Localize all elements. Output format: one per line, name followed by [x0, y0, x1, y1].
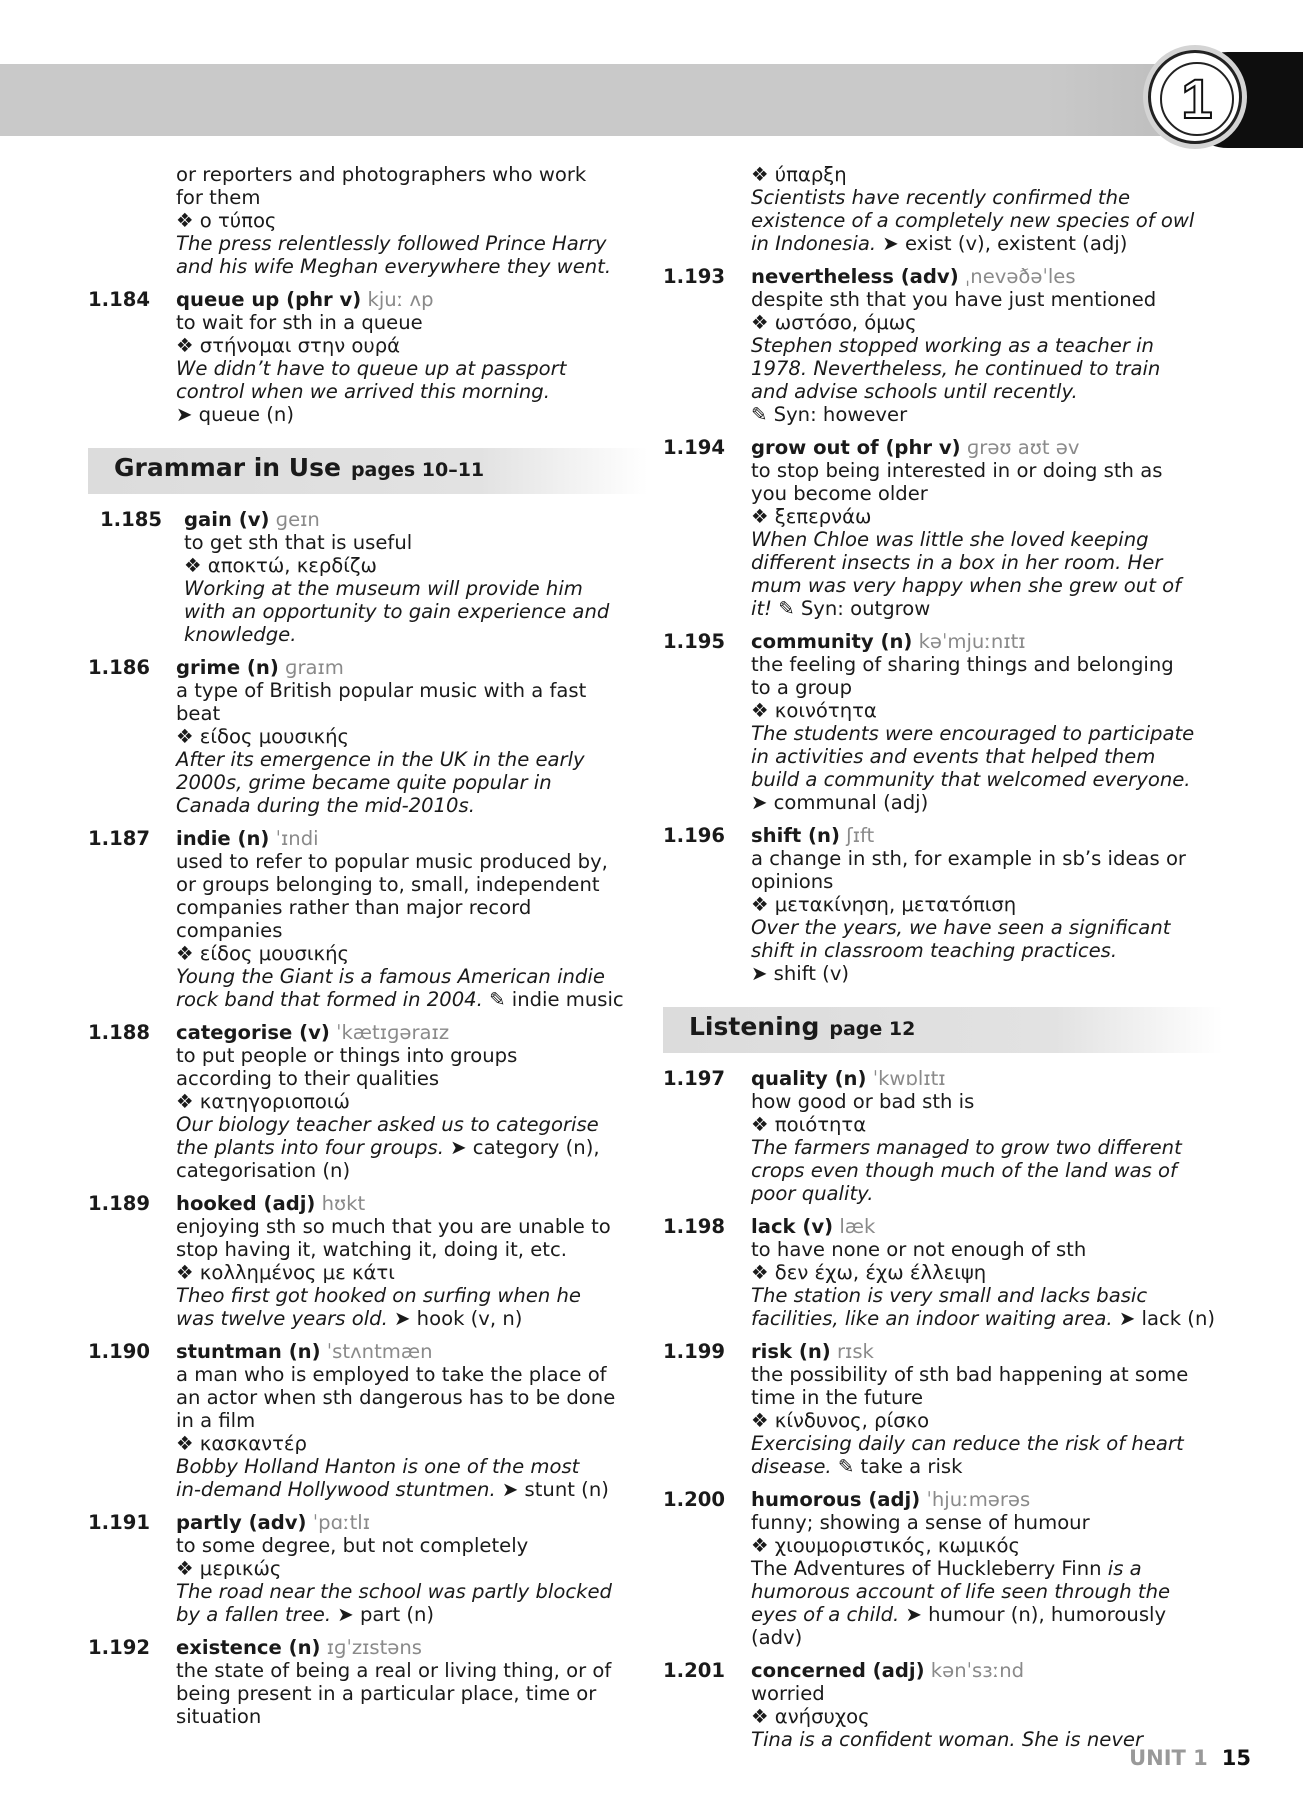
section-pages: page 12 — [829, 1018, 916, 1040]
section-pages: pages 10–11 — [350, 459, 485, 481]
entry-1-199: 1.199 risk (n) rɪsk the possibility of sth bad happening at some time in the future ❖ κίνδυνος, ρίσκο Exercising daily can reduce the risk of heart disease. ✎ take a risk — [663, 1340, 1189, 1478]
continued-entry: or reporters and photographers who work for them ❖ ο τύπος The press relentlessly followed Prince Harry and his wife Meghan everywhere they went. — [176, 163, 612, 278]
right-column — [663, 163, 1223, 1761]
entry-1-193: 1.193 nevertheless (adv) ˌnevəðəˈles despite sth that you have just mentioned ❖ ωστόσο, όμως Stephen stopped working as a teacher in 1978. Nevertheless, he continued to train and advise schools until recently. ✎ Syn: however — [663, 265, 1161, 426]
section-heading-listening — [663, 1007, 1223, 1053]
page-number: 15 — [1221, 1746, 1251, 1770]
page-footer — [1129, 1746, 1251, 1770]
entry-1-186: 1.186 grime (n) ɡraɪm a type of British popular music with a fast beat ❖ είδος μουσικής After its emergence in the UK in the early 2000s, grime became quite popular in Canada during the mid-2010s. — [88, 656, 587, 817]
entry-1-201: 1.201 concerned (adj) kənˈsɜːnd worried ❖ ανήσυχος Tina is a confident woman. She is never — [663, 1659, 1144, 1751]
entry-1-195: 1.195 community (n) kəˈmjuːnɪtɪ the feeling of sharing things and belonging to a group ❖ κοινότητα The students were encouraged to participate in activities and events that helped them build a community that welcomed everyone. ➤ communal (adj) — [663, 630, 1195, 814]
entry-1-185: 1.185 gain (v) ɡeɪn to get sth that is useful ❖ αποκτώ, κερδίζω Working at the museum will provide him with an opportunity to gain experience and knowledge. — [100, 508, 610, 646]
entry-1-187: 1.187 indie (n) ˈɪndi used to refer to popular music produced by, or groups belonging to, small, independent companies rather than major record companies ❖ είδος μουσικής Young the Giant is a famous American indie rock band that formed in 2004. ✎ indie music — [88, 827, 624, 1011]
entry-1-192: 1.192 existence (n) ɪɡˈzɪstəns the state of being a real or living thing, or of being present in a particular place, time or situation — [88, 1636, 612, 1728]
entry-1-191: 1.191 partly (adv) ˈpɑːtlɪ to some degree, but not completely ❖ μερικώς The road near the school was partly blocked by a fallen tree. ➤ part (n) — [88, 1511, 612, 1626]
unit-badge: 1 — [1160, 62, 1234, 136]
entry-1-188: 1.188 categorise (v) ˈkætɪɡəraɪz to put people or things into groups according to their qualities ❖ κατηγοριοποιώ Our biology teacher asked us to categorise the plants into four groups. ➤ category (n), categorisation (n) — [88, 1021, 600, 1182]
section-title: Listening — [689, 1012, 820, 1041]
footer-unit: UNIT 1 — [1129, 1746, 1208, 1770]
left-column — [88, 163, 648, 1738]
entry-1-197: 1.197 quality (n) ˈkwɒlɪtɪ how good or bad sth is ❖ ποιότητα The farmers managed to grow two different crops even though much of the land was of poor quality. — [663, 1067, 1182, 1205]
entry-1-196: 1.196 shift (n) ʃɪft a change in sth, for example in sb’s ideas or opinions ❖ μετακίνηση, μετατόπιση Over the years, we have seen a significant shift in classroom teaching practices. ➤ shift (v) — [663, 824, 1186, 985]
continued-entry: ❖ ύπαρξη Scientists have recently confirmed the existence of a completely new species of owl in Indonesia. ➤ exist (v), existent (adj) — [751, 163, 1195, 255]
entry-1-190: 1.190 stuntman (n) ˈstʌntmæn a man who is employed to take the place of an actor when sth dangerous has to be done in a film ❖ κασκαντέρ Bobby Holland Hanton is one of the most in-demand Hollywood stuntmen. ➤ stunt (n) — [88, 1340, 616, 1501]
entry-1-200: 1.200 humorous (adj) ˈhjuːmərəs funny; showing a sense of humour ❖ χιουμοριστικός, κωμικός The Adventures of Huckleberry Finn is a humorous account of life seen through the eyes of a child. ➤ humour (n), humorously (adv) — [663, 1488, 1171, 1649]
section-title: Grammar in Use — [114, 453, 341, 482]
entry-1-198: 1.198 lack (v) læk to have none or not enough of sth ❖ δεν έχω, έχω έλλειψη The station is very small and lacks basic facilities, like an indoor waiting area. ➤ lack (n) — [663, 1215, 1216, 1330]
entry-1-189: 1.189 hooked (adj) hʊkt enjoying sth so much that you are unable to stop having it, watching it, doing it, etc. ❖ κολλημένος με κάτι Theo first got hooked on surfing when he was twelve years old. ➤ hook (v, n) — [88, 1192, 611, 1330]
header-band — [0, 64, 1232, 136]
section-heading-grammar — [88, 448, 648, 494]
entry-1-194: 1.194 grow out of (phr v) ɡrəʊ aʊt əv to stop being interested in or doing sth as you become older ❖ ξεπερνάω When Chloe was little she loved keeping different insects in a box in her room. Her mum was very happy when she grew out of it! ✎ Syn: outgrow — [663, 436, 1182, 620]
entry-1-184: 1.184 queue up (phr v) kjuː ʌp to wait for sth in a queue ❖ στήνομαι στην ουρά We didn’t have to queue up at passport control when we arrived this morning. ➤ queue (n) — [88, 288, 567, 426]
